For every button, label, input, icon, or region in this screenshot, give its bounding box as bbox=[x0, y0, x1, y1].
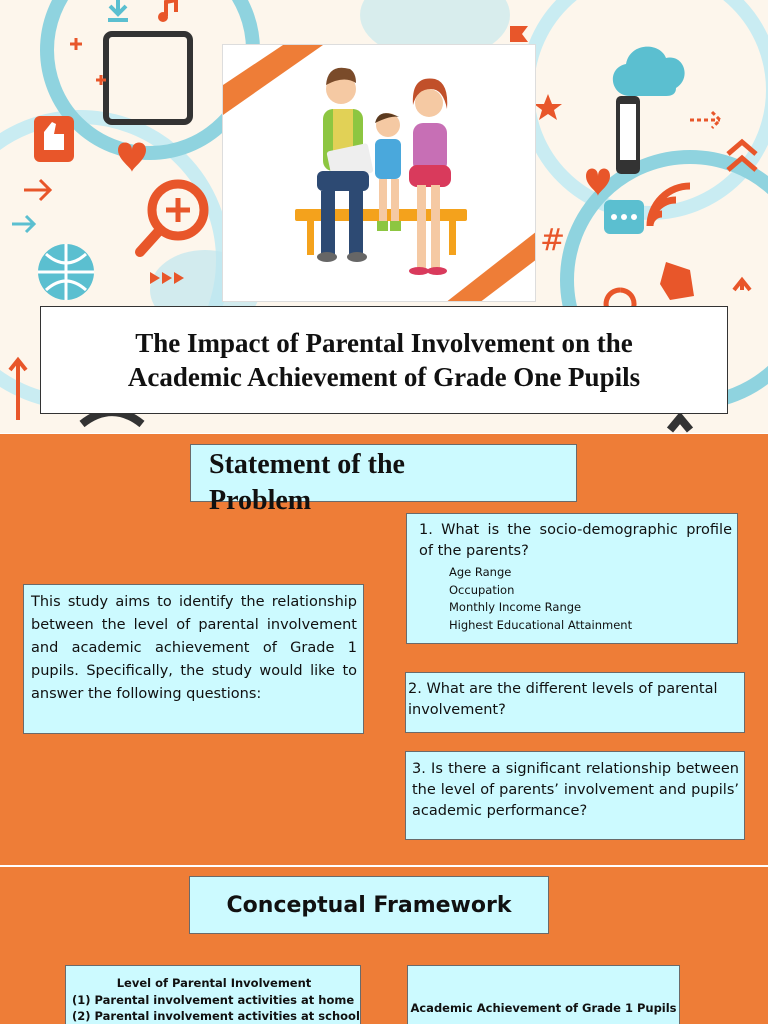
heart-icon bbox=[586, 169, 610, 197]
title-slide bbox=[0, 0, 768, 433]
intro-paragraph: This study aims to identify the relationship between the level of parental involvement and academic achievement of Grade 1 pupils. Specifically, the study would like to answer the following questions: bbox=[31, 594, 357, 702]
question-1-text: 1. What is the socio-demographic profile of the parents? bbox=[419, 522, 732, 559]
slide-heading: Conceptual Framework bbox=[189, 876, 549, 934]
intro-text-box bbox=[23, 584, 364, 734]
cloud-icon bbox=[613, 47, 685, 96]
profile-list bbox=[449, 564, 732, 634]
upload-arrow-icon bbox=[10, 360, 26, 420]
star-icon bbox=[534, 94, 562, 120]
list-item: Age Range bbox=[449, 565, 512, 579]
gear-icon bbox=[670, 418, 690, 430]
play-arrows-icon bbox=[150, 272, 184, 284]
list-item: (1) Parental involvement activities at home bbox=[72, 993, 355, 1007]
title-box bbox=[40, 306, 728, 414]
statement-of-problem-slide bbox=[0, 434, 768, 865]
illustration-frame bbox=[222, 44, 536, 302]
arrow-icon bbox=[24, 180, 50, 200]
box-title: Level of Parental Involvement bbox=[116, 976, 312, 990]
flag-icon bbox=[510, 26, 528, 42]
arrow-icon bbox=[690, 112, 720, 128]
question-2-text: 2. What are the different levels of parental involvement? bbox=[408, 681, 718, 718]
family-on-bench-illustration bbox=[223, 45, 536, 302]
upload-arrow-icon bbox=[734, 280, 750, 290]
music-note-icon bbox=[166, 0, 176, 16]
heart-icon bbox=[118, 143, 146, 173]
question-3-box bbox=[405, 751, 745, 840]
list-item: Highest Educational Attainment bbox=[449, 617, 633, 632]
title-line-2: Academic Achievement of Grade One Pupils bbox=[127, 362, 641, 392]
list-item: Occupation bbox=[449, 582, 515, 597]
independent-variable-box bbox=[65, 965, 361, 1024]
list-item: (2) Parental involvement activities at school bbox=[72, 1009, 360, 1023]
tablet-icon bbox=[106, 34, 190, 122]
hashtag-icon: # bbox=[540, 223, 566, 258]
plus-icon bbox=[70, 38, 106, 85]
question-1-box bbox=[406, 513, 738, 644]
conceptual-framework-slide bbox=[0, 867, 768, 1024]
list-item: Monthly Income Range bbox=[449, 600, 582, 614]
heading-line-1: Statement of the bbox=[209, 449, 405, 480]
dependent-variable-box bbox=[407, 965, 680, 1024]
arrow-icon bbox=[12, 216, 34, 232]
question-2-box bbox=[405, 672, 745, 733]
download-icon bbox=[108, 0, 128, 20]
box-title: Academic Achievement of Grade 1 Pupils bbox=[410, 1001, 677, 1015]
title-line-1: The Impact of Parental Involvement on the bbox=[135, 328, 633, 358]
presentation-title bbox=[104, 326, 664, 394]
question-3-text: 3. Is there a significant relationship between the level of parents’ involvement and pupils’ academic performance? bbox=[412, 761, 739, 819]
slide-heading bbox=[190, 444, 577, 516]
rss-icon bbox=[650, 186, 690, 226]
variable-list bbox=[72, 992, 360, 1024]
badge-icon bbox=[660, 262, 694, 300]
heading-line-2: Problem bbox=[209, 485, 312, 516]
chevron-up-icon bbox=[728, 142, 756, 170]
